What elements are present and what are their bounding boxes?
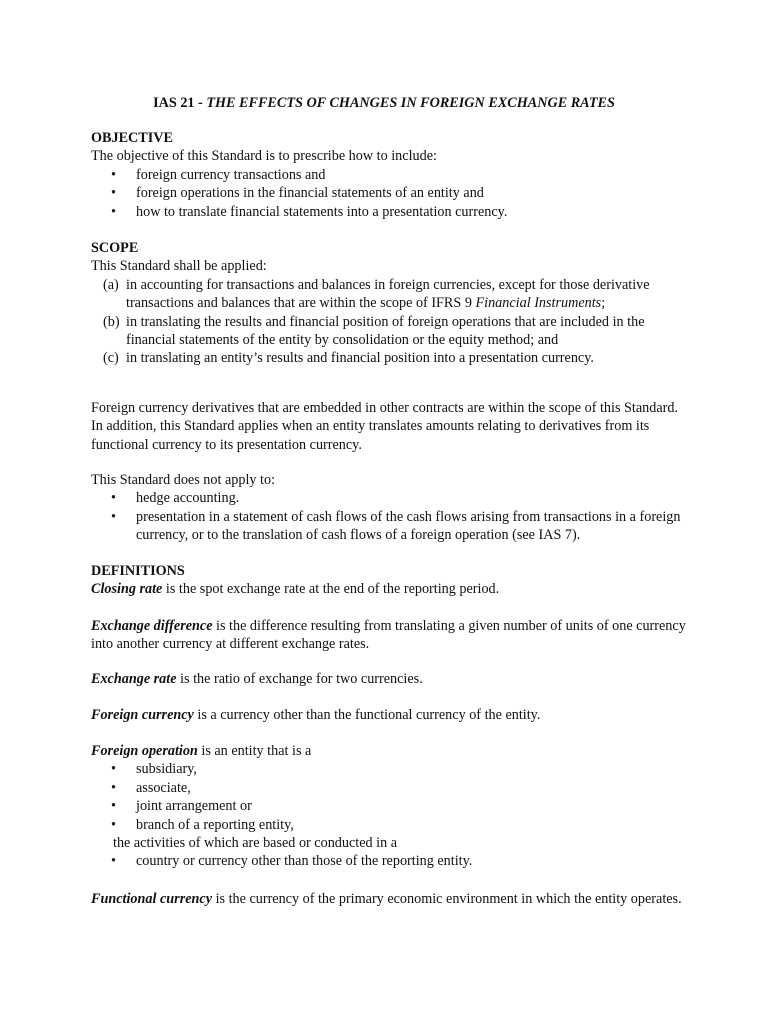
list-item-text: country or currency other than those of the reporting entity.	[136, 853, 473, 870]
list-item	[91, 203, 691, 221]
definition-term: Functional currency	[91, 891, 213, 907]
bullet-icon: •	[111, 798, 116, 815]
list-item-text: in translating the results and financial position of foreign operations that are included in the financial statements of the entity by consolidation or the equity method; and	[126, 313, 645, 349]
list-item-text: foreign currency transactions and	[136, 166, 326, 183]
definition-functional-currency	[91, 890, 691, 908]
foreign-operation-bullet-list	[91, 760, 691, 834]
document-title	[0, 94, 768, 112]
objective-bullet-list	[91, 166, 691, 221]
list-item-text: branch of a reporting entity,	[136, 816, 294, 833]
foreign-operation-bullet-list-2	[91, 852, 691, 870]
list-item-text: in translating an entity’s results and financial position into a presentation currency.	[126, 350, 594, 367]
list-marker: (b)	[103, 313, 120, 330]
scope-paragraph: Foreign currency derivatives that are embedded in other contracts are within the scope of this Standard. In addition, this Standard applies when an entity translates amounts relating to derivatives from its functional currency to its presentation currency.	[91, 400, 679, 453]
definition-exchange-difference	[91, 617, 691, 654]
exclusions-intro: This Standard does not apply to:	[91, 472, 276, 488]
list-item	[91, 816, 691, 834]
bullet-icon: •	[111, 185, 116, 202]
definition-lead	[91, 742, 691, 760]
scope-section	[91, 239, 691, 368]
list-item	[91, 852, 691, 870]
definition-term: Foreign operation	[91, 743, 198, 759]
definition-closing-rate	[91, 580, 691, 598]
list-item-text: joint arrangement or	[136, 798, 252, 815]
definition-text: is the ratio of exchange for two currencies.	[176, 671, 423, 687]
exclusions-bullet-list	[91, 489, 691, 544]
list-item	[91, 760, 691, 778]
list-item-text: foreign operations in the financial statements of an entity and	[136, 185, 484, 202]
bullet-icon: •	[111, 490, 116, 507]
list-item	[91, 184, 691, 202]
list-item	[91, 779, 691, 797]
scope-heading: SCOPE	[91, 240, 139, 256]
list-item-text: how to translate financial statements into a presentation currency.	[136, 203, 508, 220]
list-item	[91, 313, 691, 350]
definition-mid-text: the activities of which are based or conducted in a	[113, 835, 398, 852]
list-item	[91, 797, 691, 815]
scope-item-list	[91, 276, 691, 368]
definition-text: is a currency other than the functional currency of the entity.	[193, 707, 541, 723]
list-item	[91, 349, 691, 367]
scope-exclusions	[91, 471, 691, 545]
list-marker: (c)	[103, 350, 119, 367]
definition-term: Exchange difference	[91, 618, 213, 634]
objective-intro: The objective of this Standard is to prescribe how to include:	[91, 148, 437, 165]
title-italic: THE EFFECTS OF CHANGES IN FOREIGN EXCHANGE RATES	[206, 95, 615, 111]
definition-text: is an entity that is a	[197, 743, 312, 759]
list-item-text: subsidiary,	[136, 761, 197, 778]
bullet-icon: •	[111, 853, 116, 870]
bullet-icon: •	[111, 166, 116, 183]
definition-foreign-currency	[91, 706, 691, 724]
definitions-heading: DEFINITIONS	[91, 563, 185, 579]
list-item-text: hedge accounting.	[136, 490, 240, 507]
list-item-italic: Financial Instruments	[475, 295, 602, 312]
list-item-text: in accounting for transactions and balances in foreign currencies, except for those derivative transactions and balances that are within the scope of IFRS 9	[126, 276, 650, 312]
list-item	[91, 508, 691, 545]
list-marker: (a)	[103, 276, 119, 293]
definition-text: is the spot exchange rate at the end of the reporting period.	[162, 581, 500, 598]
list-item-text: associate,	[136, 779, 191, 796]
objective-section	[91, 129, 691, 221]
definition-term: Exchange rate	[91, 671, 177, 687]
definition-foreign-operation	[91, 742, 691, 871]
bullet-icon: •	[111, 779, 116, 796]
definition-term: Foreign currency	[91, 707, 194, 723]
list-item	[91, 489, 691, 507]
bullet-icon: •	[111, 761, 116, 778]
bullet-icon: •	[111, 203, 116, 220]
definition-term: Closing rate	[91, 581, 163, 598]
definition-text: is the difference resulting from translating a given number of units of one currency into another currency at different exchange rates.	[91, 618, 686, 653]
definition-exchange-rate	[91, 670, 691, 688]
list-item	[91, 276, 691, 313]
scope-intro: This Standard shall be applied:	[91, 258, 267, 275]
bullet-icon: •	[111, 508, 116, 525]
list-item	[91, 166, 691, 184]
definitions-section	[91, 562, 691, 599]
list-item-text: presentation in a statement of cash flows of the cash flows arising from transactions in a foreign currency, or to the translation of cash flows of a foreign operation (see IAS 7).	[136, 508, 681, 544]
bullet-icon: •	[111, 816, 116, 833]
objective-heading: OBJECTIVE	[91, 130, 173, 146]
list-item-tail: ;	[601, 295, 606, 312]
definition-text: is the currency of the primary economic environment in which the entity operates.	[212, 891, 682, 907]
title-prefix: IAS 21 -	[153, 95, 207, 111]
